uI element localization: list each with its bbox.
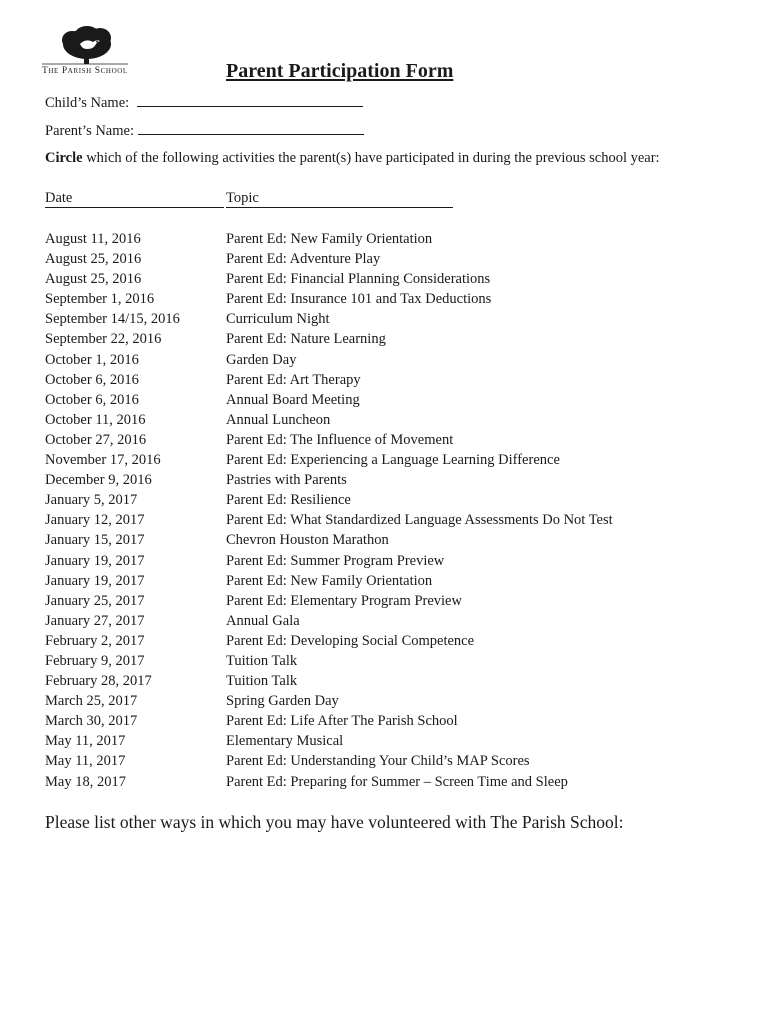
activity-date: October 6, 2016 — [45, 391, 139, 408]
activity-date: August 11, 2016 — [45, 231, 141, 247]
activity-date: September 22, 2016 — [45, 331, 162, 348]
activity-topic: Parent Ed: Experiencing a Language Learning Difference — [226, 452, 560, 469]
activity-row[interactable] — [45, 651, 745, 671]
activity-date: January 12, 2017 — [45, 512, 145, 529]
activity-row[interactable] — [45, 510, 745, 530]
parent-name-field — [45, 120, 364, 140]
activity-date: December 9, 2016 — [45, 472, 152, 489]
activity-topic: Annual Gala — [226, 612, 300, 629]
activity-row[interactable] — [45, 350, 745, 370]
activity-row[interactable] — [45, 269, 745, 289]
activity-date: February 28, 2017 — [45, 673, 152, 690]
activity-topic: Parent Ed: Nature Learning — [226, 331, 386, 348]
volunteer-prompt: Please list other ways in which you may have volunteered with The Parish School: — [45, 812, 624, 832]
activity-topic: Parent Ed: Art Therapy — [226, 371, 361, 388]
activity-date: January 27, 2017 — [45, 612, 145, 629]
activity-topic: Pastries with Parents — [226, 472, 347, 489]
activity-topic: Tuition Talk — [226, 673, 298, 690]
activity-topic: Parent Ed: Insurance 101 and Tax Deductions — [226, 291, 492, 308]
activity-topic: Parent Ed: What Standardized Language Assessments Do Not Test — [226, 512, 613, 529]
activity-date: October 1, 2016 — [45, 351, 139, 368]
activity-row[interactable] — [45, 731, 745, 751]
instruction-bold: Circle — [45, 150, 83, 166]
activity-row[interactable] — [45, 490, 745, 510]
activity-date: January 19, 2017 — [45, 572, 145, 589]
activity-topic: Tuition Talk — [226, 652, 298, 669]
activity-date: January 25, 2017 — [45, 592, 145, 609]
activity-date: January 5, 2017 — [45, 492, 138, 509]
activity-date: August 25, 2016 — [45, 251, 142, 268]
child-name-field — [45, 92, 363, 112]
topic-column-header: Topic — [226, 190, 453, 208]
activity-list — [45, 229, 745, 792]
activity-date: May 11, 2017 — [45, 753, 126, 770]
instruction-rest: which of the following activities the parent(s) have participated in during the previous school year: — [82, 150, 660, 166]
activity-date: September 1, 2016 — [45, 291, 155, 308]
activity-date: January 15, 2017 — [45, 532, 145, 549]
activity-topic: Curriculum Night — [226, 311, 330, 328]
activity-row[interactable] — [45, 430, 745, 450]
activity-topic: Annual Luncheon — [226, 411, 331, 428]
activity-topic: Parent Ed: New Family Orientation — [226, 231, 433, 247]
activity-topic: Parent Ed: Life After The Parish School — [226, 713, 458, 730]
activity-date: May 11, 2017 — [45, 733, 126, 750]
activity-row[interactable] — [45, 229, 745, 249]
date-column-header: Date — [45, 190, 224, 208]
instruction-text — [45, 150, 660, 167]
child-name-label: Child’s Name: — [45, 95, 130, 111]
activity-row[interactable] — [45, 671, 745, 691]
activity-topic: Parent Ed: Summer Program Preview — [226, 552, 445, 569]
activity-topic: Parent Ed: Resilience — [226, 492, 351, 509]
activity-date: September 14/15, 2016 — [45, 311, 180, 328]
activity-topic: Garden Day — [226, 351, 297, 368]
activity-row[interactable] — [45, 450, 745, 470]
activity-row[interactable] — [45, 551, 745, 571]
parent-name-input-line[interactable] — [138, 120, 364, 135]
activity-date: May 18, 2017 — [45, 773, 126, 790]
activity-row[interactable] — [45, 370, 745, 390]
activity-row[interactable] — [45, 470, 745, 490]
parent-name-label: Parent’s Name: — [45, 123, 134, 139]
activity-row[interactable] — [45, 530, 745, 550]
tree-and-bird-icon — [42, 26, 132, 66]
activity-topic: Parent Ed: Financial Planning Considerations — [226, 271, 491, 288]
activity-topic: Parent Ed: Adventure Play — [226, 251, 381, 268]
activity-row[interactable] — [45, 711, 745, 731]
activity-date: August 25, 2016 — [45, 271, 142, 288]
activity-date: March 30, 2017 — [45, 713, 138, 730]
activity-topic: Parent Ed: Preparing for Summer – Screen Time and Sleep — [226, 773, 568, 790]
activity-date: October 11, 2016 — [45, 411, 146, 428]
activity-topic: Parent Ed: Developing Social Competence — [226, 632, 475, 649]
activity-row[interactable] — [45, 329, 745, 349]
activity-date: February 9, 2017 — [45, 652, 145, 669]
activity-topic: Parent Ed: The Influence of Movement — [226, 431, 454, 448]
activity-row[interactable] — [45, 751, 745, 771]
activity-date: March 25, 2017 — [45, 693, 138, 710]
form-title: Parent Participation Form — [226, 60, 454, 82]
activity-row[interactable] — [45, 390, 745, 410]
activity-topic: Chevron Houston Marathon — [226, 532, 389, 549]
activity-row[interactable] — [45, 631, 745, 651]
activity-row[interactable] — [45, 571, 745, 591]
activity-row[interactable] — [45, 289, 745, 309]
activity-row[interactable] — [45, 309, 745, 329]
activity-row[interactable] — [45, 410, 745, 430]
activity-topic: Annual Board Meeting — [226, 391, 360, 408]
activity-row[interactable] — [45, 249, 745, 269]
child-name-input-line[interactable] — [137, 92, 363, 107]
activity-topic: Parent Ed: Elementary Program Preview — [226, 592, 462, 609]
activity-topic: Spring Garden Day — [226, 693, 339, 710]
activity-date: February 2, 2017 — [45, 632, 145, 649]
activity-row[interactable] — [45, 772, 745, 792]
activity-topic: Parent Ed: New Family Orientation — [226, 572, 433, 589]
activity-date: January 19, 2017 — [45, 552, 145, 569]
activity-topic: Elementary Musical — [226, 733, 344, 750]
activity-row[interactable] — [45, 611, 745, 631]
school-name: The Parish School — [42, 66, 128, 76]
activity-date: October 6, 2016 — [45, 371, 139, 388]
activity-row[interactable] — [45, 691, 745, 711]
activity-topic: Parent Ed: Understanding Your Child’s MAP Scores — [226, 753, 530, 770]
activity-row[interactable] — [45, 591, 745, 611]
activity-date: October 27, 2016 — [45, 431, 147, 448]
activity-date: November 17, 2016 — [45, 452, 161, 469]
